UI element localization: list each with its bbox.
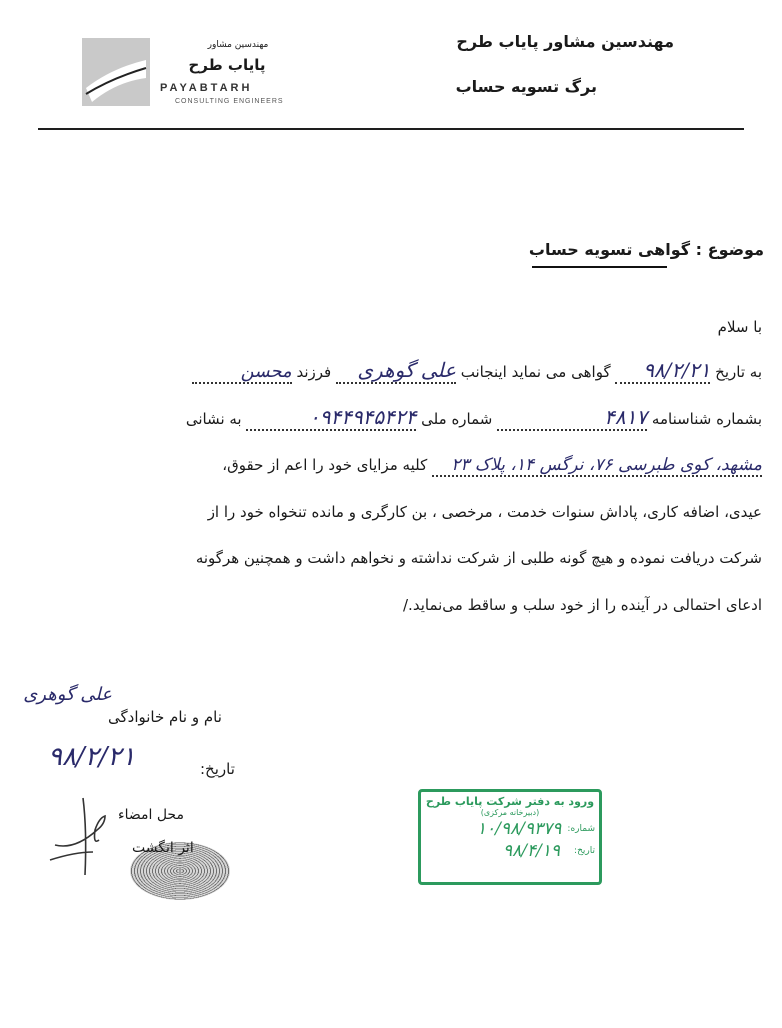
handwritten-national-id: ۰۹۴۴۹۴۵۴۲۴	[246, 405, 416, 431]
stamp-number-value: ۱۰/۹۸/۹۳۷۹	[476, 819, 562, 839]
stamp-title: ورود به دفتر شرکت پایاب طرح	[425, 795, 595, 808]
handwritten-name: علی گوهری	[336, 358, 456, 384]
line2-id-label: بشماره شناسنامه	[651, 410, 762, 428]
body-line-2	[186, 405, 762, 431]
line1-date-prefix: به تاریخ	[715, 363, 762, 381]
signature-scribble-icon	[35, 790, 125, 885]
stamp-subtitle: (دبیرخانه مرکزی)	[480, 808, 540, 817]
subject-line: موضوع : گواهی تسویه حساب	[528, 240, 764, 259]
footer-date-label: تاریخ:	[200, 760, 235, 778]
body-line-4: عیدی، اضافه کاری، پاداش سنوات خدمت ، مرخصی ، بن کارگری و مانده تنخواه خود را از	[207, 503, 762, 521]
signature-label: محل امضاء	[118, 807, 184, 823]
handwritten-signer-name	[22, 684, 112, 705]
handwritten-id-number: ۴۸۱۷	[497, 405, 647, 431]
greeting: با سلام	[717, 318, 762, 336]
body-line-3	[222, 455, 762, 477]
form-title: برگ تسویه حساب	[455, 77, 597, 96]
stamp-number-label: شماره:	[567, 824, 595, 834]
name-label: نام و نام خانوادگی	[108, 708, 222, 726]
stamp-date-value: ۹۸/۴/۱۹	[502, 841, 561, 861]
company-name: مهندسین مشاور پایاب طرح	[456, 32, 674, 51]
received-stamp	[418, 789, 602, 885]
stamp-date-row	[421, 841, 599, 861]
line2-national-label: شماره ملی	[421, 410, 493, 428]
logo-english-subtitle: CONSULTING ENGINEERS	[175, 98, 284, 105]
body-line-1	[192, 358, 762, 384]
logo-persian-name: پایاب طرح	[188, 56, 266, 74]
footer-date-value: ۹۸/۲/۲۱	[48, 742, 136, 772]
handwritten-date: ۹۸/۲/۲۱	[615, 358, 710, 384]
logo-small-text: مهندسین مشاور	[207, 40, 269, 50]
handwritten-address: مشهد، کوی طبرسی ۷۶، نرگس ۱۴، پلاک ۲۳	[432, 455, 762, 477]
logo-english-name: PAYABTARH	[160, 82, 253, 94]
handwritten-father-name: محسن	[192, 361, 292, 384]
footer-date-field	[48, 742, 198, 772]
line2-address-label: به نشانی	[185, 410, 242, 428]
subject-underline	[532, 266, 667, 268]
header-divider	[38, 128, 744, 130]
body-line-5: شرکت دریافت نموده و هیچ گونه طلبی از شرکت نداشته و نخواهم داشت و همچنین هرگونه	[195, 549, 762, 567]
stamp-number-row	[421, 817, 599, 841]
signer-name-value: علی گوهری	[23, 684, 112, 705]
fingerprint-label: اثر انگشت	[132, 840, 194, 856]
logo-swoosh-icon	[82, 38, 150, 106]
stamp-date-label: تاریخ:	[574, 846, 595, 856]
line1-child-of: فرزند	[296, 363, 332, 381]
line1-certify-text: گواهی می نماید اینجانب	[460, 363, 611, 381]
company-logo-mark	[82, 38, 150, 106]
line3-benefits-text: کلیه مزایای خود را اعم از حقوق،	[222, 456, 428, 474]
body-line-6: ادعای احتمالی در آینده را از خود سلب و ساقط می‌نماید./	[403, 596, 762, 614]
